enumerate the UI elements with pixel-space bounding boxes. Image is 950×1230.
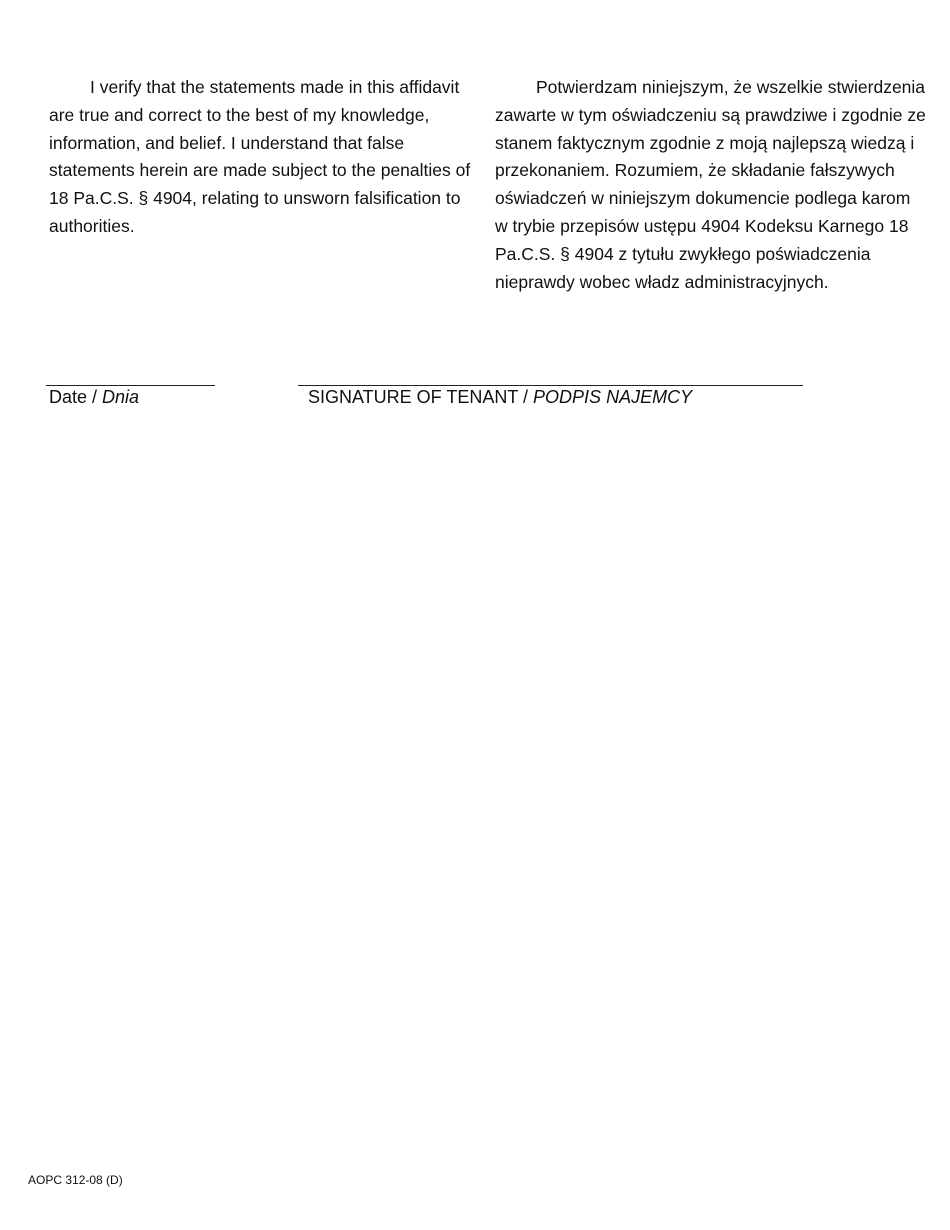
verification-paragraph-english: I verify that the statements made in this affidavit are true and correct to the best of my knowledge, information, and belief. I understand that false statements herein are made subject to the penalties of 18 Pa.C.S. § 4904, relating to unsworn falsification to authorities. xyxy=(49,77,471,236)
form-code: AOPC 312-08 (D) xyxy=(28,1173,123,1187)
date-label-polish: Dnia xyxy=(102,387,140,407)
signature-label-polish: PODPIS NAJEMCY xyxy=(533,387,693,407)
date-label xyxy=(49,386,139,408)
verification-paragraph-polish: Potwierdzam niniejszym, że wszelkie stwierdzenia zawarte w tym oświadczeniu są prawdziwe i zgodnie ze stanem faktycznym zgodnie z moją najlepszą wiedzą i przekonaniem. Rozumiem, że składanie fałszywych oświadczeń w niniejszym dokumencie podlega karom w trybie przepisów ustępu 4904 Kodeksu Karnego 18 Pa.C.S. § 4904 z tytułu zwykłego poświadczenia nieprawdy wobec władz administracyjnych. xyxy=(495,77,926,292)
verification-text-english xyxy=(49,74,481,241)
verification-text-polish xyxy=(495,74,927,296)
tenant-signature-label xyxy=(308,386,692,408)
signature-label-english: SIGNATURE OF TENANT / xyxy=(308,387,529,407)
date-label-english: Date / xyxy=(49,387,98,407)
